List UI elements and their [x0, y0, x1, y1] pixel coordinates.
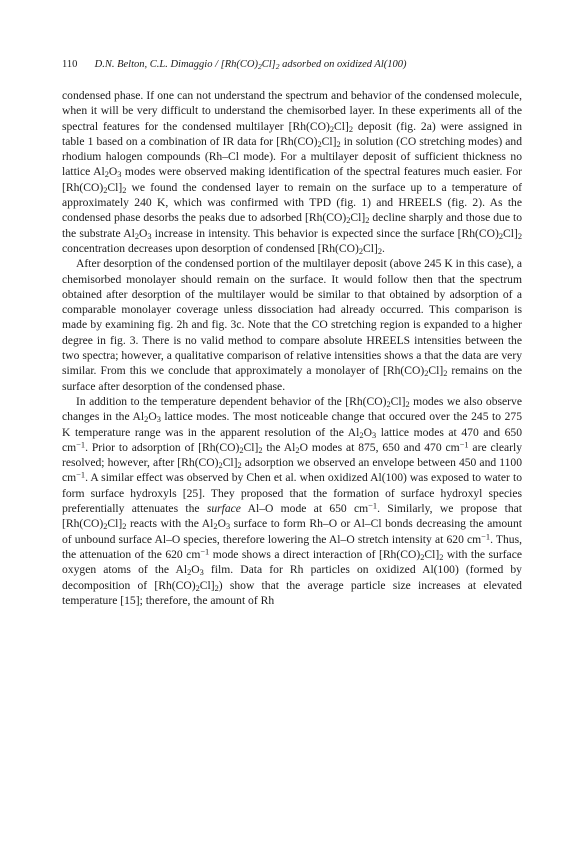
article-body	[62, 88, 522, 608]
paragraph-2: After desorption of the condensed portion of the multilayer deposit (above 245 K in this case), a chemisorbed monolayer should remain on the surface. It would follow then that the spectrum obtained after desorption of the multilayer would be similar to that obtained by adsorption of a comparable monolayer coverage unless dissociation had already occurred. This comparison is made by examining fig. 2h and fig. 3c. Note that the CO stretching region is expanded to a higher degree in fig. 3. There is no valid method to compare absolute HREELS intensities between the two spectra; however, a qualitative comparison of relative intensities shows a that the data are very similar. From this we conclude that approximately a monolayer of $[Rh(CO)_2Cl]_2$ remains on the surface after desorption of the condensed phase.	[62, 257, 522, 393]
paragraph-3: In addition to the temperature dependent behavior of the $[Rh(CO)_2Cl]_2$ modes we also observe changes in the $Al_2O_3$ lattice modes. The most noticeable change that occured over the 245 to 275 K temperature range was in the apparent resolution of the $Al_2O_3$ lattice modes at 470 and 650 $cm^{-1}$. Prior to adsorption of $[Rh(CO)_2Cl]_2$ the $Al_2O$ modes at 875, 650 and 470 $cm^{-1}$ are clearly resolved; however, after $[Rh(CO)_2Cl]_2$ adsorption we observed an envelope between 450 and 1100 $cm^{-1}$. A similar effect was observed by Chen et al. when oxidized Al(100) was exposed to water to form surface hydroxyls [25]. They proposed that the formation of surface hydroxyl species preferentially attenuates the surface Al–O mode at 650 $cm^{-1}$. Similarly, we propose that $[Rh(CO)_2Cl]_2$ reacts with the $Al_2O_3$ surface to form Rh–O or Al–Cl bonds decreasing the amount of unbound surface Al–O species, therefore lowering the Al–O stretch intensity at 620 $cm^{-1}$. Thus, the attenuation of the 620 $cm^{-1}$ mode shows a direct interaction of $[Rh(CO)_2Cl]_2$ with the surface oxygen atoms of the $Al_2O_3$ film. Data for Rh particles on oxidized Al(100) (formed by decomposition of $[Rh(CO)_2Cl]_2$) show that the average particle size increases at elevated temperature [15]; therefore, the amount of Rh	[62, 394, 523, 607]
running-head: D.N. Belton, C.L. Dimaggio / $[Rh(CO)_2Cl]_2$ adsorbed on oxidized Al(100)	[94, 59, 407, 71]
paragraph-1: condensed phase. If one can not understand the spectrum and behavior of the condensed molecule, when it will be very difficult to understand the chemisorbed layer. In these experiments all of the spectral features for the condensed multilayer $[Rh(CO)_2Cl]_2$ deposit (fig. 2a) were assigned in table 1 based on a combination of IR data for $[Rh(CO)_2Cl]_2$ in solution (CO stretching modes) and rhodium halogen compounds (Rh–Cl mode). For a multilayer deposit of sufficient thickness no lattice $Al_2O_3$ modes were observed making identification of the spectral features much easier. For $[Rh(CO)_2Cl]_2$ we found the condensed layer to remain on the surface up to a temperature of approximately 240 K, which was confirmed with TPD (fig. 1) and HREELS (fig. 2). As the condensed phase desorbs the peaks due to adsorbed $[Rh(CO)_2Cl]_2$ decline sharply and those due to the substrate $Al_2O_3$ increase in intensity. This behavior is expected since the surface $[Rh(CO)_2Cl]_2$ concentration decreases upon desorption of condensed $[Rh(CO)_2Cl]_2$.	[62, 89, 522, 257]
page-number: 110	[62, 59, 78, 70]
running-header	[62, 58, 522, 72]
